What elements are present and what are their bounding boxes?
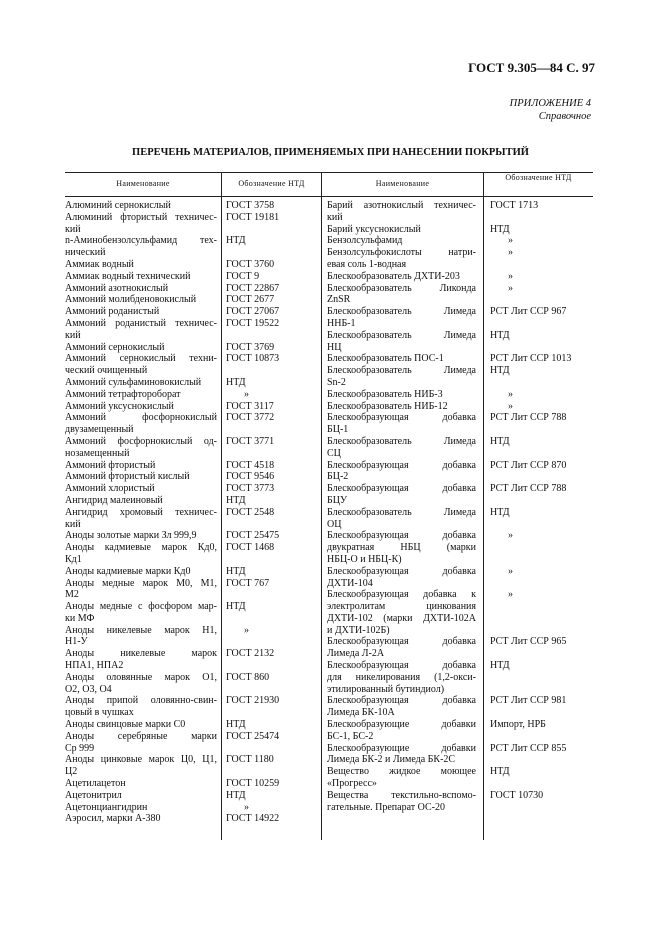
- material-name-line: Вещество жидкое моющее: [327, 766, 476, 778]
- ntd-designation: РСТ Лит ССР 965: [490, 636, 567, 648]
- material-name-line: Блескообразующая добавка: [327, 530, 476, 542]
- column-divider: [221, 172, 222, 840]
- ntd-designation: [490, 802, 593, 814]
- left-ntd-column: [226, 200, 320, 825]
- page-header: ГОСТ 9.305—84 С. 97: [468, 60, 595, 75]
- ntd-designation: »: [508, 282, 513, 294]
- material-name-line: Блескообразователь Лимеда: [327, 435, 476, 447]
- ntd-designation: РСТ Лит ССР 1013: [490, 353, 572, 365]
- material-name-line: Ацетонциангидрин: [65, 801, 148, 813]
- material-name-line: Лимеда БК-2 и Лимеда БК-2С: [327, 754, 456, 766]
- ntd-designation: [490, 471, 593, 483]
- material-name-line: Ацетилацетон: [65, 778, 126, 790]
- material-name-line: Лимеда БК-10А: [327, 707, 395, 719]
- material-name-line: Барий азотнокислый техничес-: [327, 200, 476, 211]
- material-name-line: Аноды кадмиевые марки Кд0: [65, 565, 191, 577]
- material-name-line: кий: [65, 329, 81, 341]
- ntd-designation: ГОСТ 21930: [226, 695, 280, 707]
- right-ntd-column: [490, 200, 593, 813]
- material-name-line: электролитам цинкования: [327, 601, 476, 613]
- ntd-designation: Импорт, НРБ: [490, 719, 546, 731]
- material-name-line: Аммоний фосфорнокислый од-: [65, 435, 217, 447]
- ntd-designation: ГОСТ 3771: [226, 435, 275, 447]
- ntd-designation: [490, 318, 593, 330]
- material-name-line: гательные. Препарат ОС-20: [327, 801, 445, 813]
- ntd-designation: ГОСТ 3772: [226, 412, 275, 424]
- ntd-designation: [226, 660, 320, 672]
- ntd-designation: [490, 424, 593, 436]
- material-name-line: Аноды кадмиевые марок Кд0,: [65, 542, 217, 554]
- material-name-line: ZnSR: [327, 294, 351, 306]
- column-header-ntd: Обозначение НТД: [505, 173, 572, 182]
- material-name-line: Аммоний молибденовокислый: [65, 294, 197, 306]
- material-name-line: Блескообразователь НИБ-12: [327, 400, 448, 412]
- ntd-designation: »: [244, 801, 249, 813]
- material-name-line: Блескообразователь Лимеда: [327, 306, 476, 318]
- ntd-designation: ГОСТ 19522: [226, 317, 280, 329]
- ntd-designation: »: [508, 530, 513, 542]
- material-name-line: Блескообразующие добавки: [327, 742, 476, 754]
- material-name-line: Блескообразователь Лимеда: [327, 365, 476, 377]
- ntd-designation: »: [244, 624, 249, 636]
- ntd-designation: НТД: [226, 376, 246, 388]
- material-name-line: Аммиак водный технический: [65, 270, 191, 282]
- ntd-designation: ГОСТ 9546: [226, 471, 275, 483]
- material-name-line: кий: [65, 518, 81, 530]
- material-name-line: Аммоний фосфорнокислый: [65, 412, 217, 424]
- ntd-designation: [226, 247, 320, 259]
- ntd-designation: ГОСТ 1468: [226, 542, 275, 554]
- material-name-line: Н1-У: [65, 636, 88, 648]
- material-name-line: Аноды медные с фосфором мар-: [65, 601, 217, 613]
- material-name-line: Блескообразующая добавка: [327, 412, 476, 424]
- appendix-number: ПРИЛОЖЕНИЕ 4: [509, 98, 591, 109]
- material-name-line: Алюминий сернокислый: [65, 200, 171, 211]
- material-name-line: Бензолсульфамид: [327, 235, 403, 247]
- ntd-designation: »: [508, 235, 513, 247]
- material-name-line: ННБ-1: [327, 317, 356, 329]
- material-name-line: Блескообразующие добавки: [327, 719, 476, 731]
- material-name-line: Лимеда Л-2А: [327, 648, 385, 660]
- ntd-designation: [490, 613, 593, 625]
- ntd-designation: НТД: [490, 223, 510, 235]
- material-name-line: Аммоний сернокислый техни-: [65, 353, 217, 365]
- appendix-label: [510, 97, 591, 123]
- column-header-ntd: Обозначение НТД: [238, 179, 305, 188]
- ntd-designation: ГОСТ 25475: [226, 530, 280, 542]
- ntd-designation: [226, 707, 320, 719]
- material-name-line: Алюминий фтористый техничес-: [65, 211, 217, 223]
- material-name-line: Ангидрид малеиновый: [65, 494, 163, 506]
- ntd-designation: ГОСТ 1713: [490, 200, 539, 211]
- ntd-designation: [226, 448, 320, 460]
- ntd-designation: [226, 330, 320, 342]
- material-name-line: ческий очищенный: [65, 365, 148, 377]
- ntd-designation: [490, 377, 593, 389]
- ntd-designation: [490, 578, 593, 590]
- material-name-line: для никелирования (1,2-окси-: [327, 671, 476, 683]
- ntd-designation: [490, 448, 593, 460]
- material-name-line: СЦ: [327, 447, 341, 459]
- ntd-designation: ГОСТ 9: [226, 270, 260, 282]
- material-name-line: Аноды припой оловянно-свин-: [65, 695, 217, 707]
- ntd-designation: »: [508, 565, 513, 577]
- material-name-line: двузамещенный: [65, 424, 134, 436]
- column-header-name: Наименование: [116, 179, 170, 188]
- ntd-designation: ГОСТ 3760: [226, 258, 275, 270]
- material-name-line: ОЦ: [327, 518, 342, 530]
- material-name-line: М2: [65, 589, 79, 601]
- material-name-line: Кд1: [65, 553, 82, 565]
- ntd-designation: ГОСТ 2548: [226, 506, 275, 518]
- ntd-designation: ГОСТ 1180: [226, 754, 274, 766]
- material-name-line: Блескообразователь Лимеда: [327, 506, 476, 518]
- material-name-line: ДХТИ-102 (марки ДХТИ-102А: [327, 612, 476, 624]
- ntd-designation: [226, 636, 320, 648]
- material-name-line: евая соль 1-водная: [327, 258, 407, 270]
- material-name-line: БЦ-1: [327, 424, 349, 436]
- ntd-designation: [490, 495, 593, 507]
- material-name-line: Аноды медные марок М0, М1,: [65, 577, 217, 589]
- material-name-line: Блескообразователь ДХТИ-203: [327, 270, 460, 282]
- material-name-line: двукратная НБЦ (марки: [327, 542, 476, 554]
- material-name-line: Блескообразующая добавка: [327, 636, 476, 648]
- material-name-line: НЦ: [327, 341, 342, 353]
- material-name-line: ки МФ: [65, 612, 95, 624]
- ntd-designation: [226, 424, 320, 436]
- material-name-line: Блескообразователь Ликонда: [327, 282, 476, 294]
- column-divider: [483, 172, 484, 840]
- material-name-line: Аммоний роданистый: [65, 306, 160, 318]
- ntd-designation: [226, 224, 320, 236]
- ntd-designation: [490, 342, 593, 354]
- material-name-line: Аэросил, марки А-380: [65, 813, 161, 825]
- ntd-designation: НТД: [226, 494, 246, 506]
- table-header-border: [65, 196, 593, 197]
- ntd-designation: НТД: [490, 365, 510, 377]
- material-name-line: Ацетонитрил: [65, 789, 122, 801]
- ntd-designation: РСТ Лит ССР 855: [490, 742, 567, 754]
- ntd-designation: [490, 778, 593, 790]
- ntd-designation: НТД: [226, 789, 246, 801]
- material-name-line: Блескообразующая добавка: [327, 459, 476, 471]
- material-name-line: Ц2: [65, 766, 78, 778]
- material-name-line: БЦ-2: [327, 471, 349, 483]
- material-name-line: Аммиак водный: [65, 258, 134, 270]
- material-name-line: Ангидрид хромовый техничес-: [65, 506, 217, 518]
- ntd-designation: НТД: [490, 435, 510, 447]
- ntd-designation: РСТ Лит ССР 870: [490, 459, 567, 471]
- ntd-designation: [226, 766, 320, 778]
- material-name-line: Бензолсульфокислоты натри-: [327, 247, 476, 259]
- material-name-line: Блескообразующая добавка: [327, 565, 476, 577]
- ntd-designation: РСТ Лит ССР 788: [490, 412, 567, 424]
- material-name-line: Блескообразующая добавка: [327, 695, 476, 707]
- material-name-line: Аноды свинцовые марки С0: [65, 719, 186, 731]
- material-name-line: Sn-2: [327, 376, 346, 388]
- material-name-line: Аммоний фтористый: [65, 459, 156, 471]
- ntd-designation: [226, 365, 320, 377]
- ntd-designation: РСТ Лит ССР 788: [490, 483, 567, 495]
- ntd-designation: ГОСТ 3758: [226, 200, 275, 211]
- ntd-designation: [226, 589, 320, 601]
- material-name-line: Блескообразующая добавка к: [327, 589, 476, 601]
- material-name-line: Аммоний фтористый кислый: [65, 471, 190, 483]
- ntd-designation: ГОСТ 3117: [226, 400, 274, 412]
- material-name-line: Аммоний роданистый техничес-: [65, 317, 217, 329]
- ntd-designation: ГОСТ 2132: [226, 648, 275, 660]
- material-name-line: и ДХТИ-102Б): [327, 624, 390, 636]
- ntd-designation: [226, 743, 320, 755]
- material-name-line: О2, О3, О4: [65, 683, 112, 695]
- material-name-line: Аммоний азотнокислый: [65, 282, 169, 294]
- ntd-designation: НТД: [490, 766, 510, 778]
- material-name-line: Блескообразователь ПОС-1: [327, 353, 444, 365]
- material-name-line: Блескообразующая добавка: [327, 483, 476, 495]
- right-name-column: [327, 200, 476, 813]
- column-divider: [321, 172, 322, 840]
- ntd-designation: [226, 519, 320, 531]
- ntd-designation: ГОСТ 10730: [490, 789, 544, 801]
- ntd-designation: »: [508, 247, 513, 259]
- ntd-designation: ГОСТ 10873: [226, 353, 280, 365]
- material-name-line: БС-1, БС-2: [327, 730, 374, 742]
- ntd-designation: ГОСТ 27067: [226, 306, 280, 318]
- material-name-line: Аммоний сульфаминовокислый: [65, 376, 202, 388]
- material-name-line: Аноды золотые марки Зл 999,9: [65, 530, 197, 542]
- left-name-column: [65, 200, 217, 825]
- material-name-line: Аммоний сернокислый: [65, 341, 165, 353]
- material-name-line: Аммоний хлористый: [65, 483, 155, 495]
- ntd-designation: НТД: [490, 329, 510, 341]
- material-name-line: БЦУ: [327, 494, 348, 506]
- ntd-designation: [490, 672, 593, 684]
- ntd-designation: ГОСТ 10259: [226, 778, 280, 790]
- material-name-line: ДХТИ-104: [327, 577, 373, 589]
- material-name-line: n-Аминобензолсульфамид тех-: [65, 235, 217, 247]
- material-name-line: Блескообразователь Лимеда: [327, 329, 476, 341]
- ntd-designation: [490, 554, 593, 566]
- material-name-line: Аноды никелевые марок Н1,: [65, 624, 217, 636]
- ntd-designation: [226, 684, 320, 696]
- material-name-line: нозамещенный: [65, 447, 130, 459]
- material-name-line: Блескообразующая добавка: [327, 660, 476, 672]
- material-name-line: Аноды оловянные марок О1,: [65, 671, 217, 683]
- ntd-designation: РСТ Лит ССР 981: [490, 695, 567, 707]
- ntd-designation: [226, 554, 320, 566]
- material-name-line: НПА1, НПА2: [65, 660, 124, 672]
- material-name-line: Аноды серебряные марки: [65, 730, 217, 742]
- material-name-line: кий: [327, 211, 343, 223]
- column-header-name: Наименование: [375, 179, 430, 188]
- material-name-line: Вещества текстильно-вспомо-: [327, 789, 476, 801]
- ntd-designation: »: [508, 400, 513, 412]
- ntd-designation: ГОСТ 3769: [226, 341, 275, 353]
- ntd-designation: [490, 294, 593, 306]
- ntd-designation: »: [508, 388, 513, 400]
- ntd-designation: [490, 731, 593, 743]
- ntd-designation: ГОСТ 22867: [226, 282, 280, 294]
- ntd-designation: [490, 212, 593, 224]
- material-name-line: Ср 999: [65, 742, 95, 754]
- ntd-designation: НТД: [226, 601, 246, 613]
- ntd-designation: [490, 684, 593, 696]
- document-title: ПЕРЕЧЕНЬ МАТЕРИАЛОВ, ПРИМЕНЯЕМЫХ ПРИ НАНЕСЕНИИ ПОКРЫТИЙ: [132, 147, 529, 158]
- ntd-designation: НТД: [490, 660, 510, 672]
- ntd-designation: [226, 613, 320, 625]
- ntd-designation: ГОСТ 25474: [226, 730, 280, 742]
- ntd-designation: »: [244, 388, 249, 400]
- ntd-designation: [490, 542, 593, 554]
- ntd-designation: НТД: [226, 565, 246, 577]
- material-name-line: Аммоний тетрафтороборат: [65, 388, 181, 400]
- material-name-line: «Прогресс»: [327, 778, 377, 790]
- ntd-designation: РСТ Лит ССР 967: [490, 306, 567, 318]
- ntd-designation: [490, 601, 593, 613]
- material-name-line: цовый в чушках: [65, 707, 134, 719]
- material-name-line: Аноды никелевые марок: [65, 648, 217, 660]
- material-name-line: Барий уксуснокислый: [327, 223, 421, 235]
- ntd-designation: »: [508, 270, 513, 282]
- ntd-designation: [490, 707, 593, 719]
- ntd-designation: ГОСТ 4518: [226, 459, 275, 471]
- material-name-line: этилированный бутиндиол): [327, 683, 445, 695]
- material-name-line: Аноды цинковые марок Ц0, Ц1,: [65, 754, 217, 766]
- ntd-designation: ГОСТ 14922: [226, 813, 280, 825]
- ntd-designation: ГОСТ 767: [226, 577, 270, 589]
- ntd-designation: [490, 259, 593, 271]
- ntd-designation: НТД: [490, 506, 510, 518]
- ntd-designation: ГОСТ 3773: [226, 483, 275, 495]
- ntd-designation: [490, 625, 593, 637]
- ntd-designation: [490, 754, 593, 766]
- ntd-designation: ГОСТ 2677: [226, 294, 275, 306]
- ntd-designation: ГОСТ 860: [226, 671, 270, 683]
- ntd-designation: ГОСТ 19181: [226, 211, 280, 223]
- material-name-line: нический: [65, 247, 106, 259]
- material-name-line: НБЦ-О и НБЦ-К): [327, 553, 402, 565]
- ntd-designation: [490, 519, 593, 531]
- material-name-line: Блескообразователь НИБ-3: [327, 388, 443, 400]
- ntd-designation: НТД: [226, 235, 246, 247]
- ntd-designation: »: [508, 589, 513, 601]
- material-name-line: Аммоний уксуснокислый: [65, 400, 174, 412]
- appendix-type: Справочное: [538, 111, 591, 122]
- material-name-line: кий: [65, 223, 81, 235]
- ntd-designation: НТД: [226, 719, 246, 731]
- ntd-designation: [490, 648, 593, 660]
